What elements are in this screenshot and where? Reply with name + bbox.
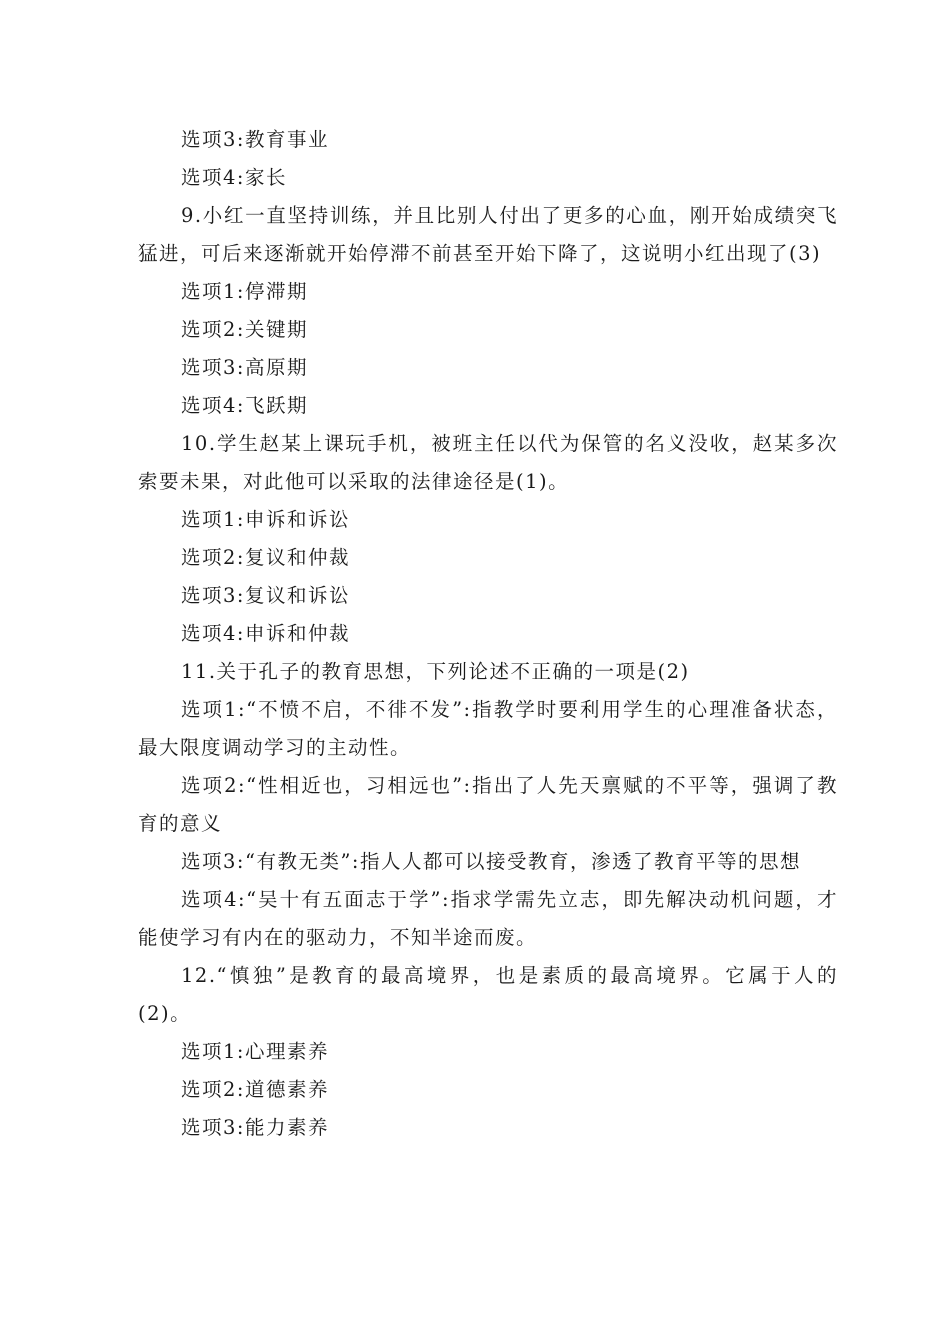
question-11: 11.关于孔子的教育思想，下列论述不正确的一项是(2): [181, 660, 690, 683]
option-line: 选项3:教育事业: [181, 128, 329, 151]
question-10: 10.学生赵某上课玩手机，被班主任以代为保管的名义没收，赵某多次索要未果，对此他可以采取的法律途径是(1)。: [138, 432, 838, 493]
question-9: 9.小红一直坚持训练，并且比别人付出了更多的心血，刚开始成绩突飞猛进，可后来逐渐就开始停滞不前甚至开始下降了，这说明小红出现了(3): [138, 204, 838, 265]
option-paragraph: 选项3:“有教无类”:指人人都可以接受教育，渗透了教育平等的思想: [181, 850, 801, 873]
option-line: 选项1:申诉和诉讼: [181, 508, 350, 531]
option-line: 选项4:飞跃期: [181, 394, 308, 417]
option-line: 选项2:关键期: [181, 318, 308, 341]
option-line: 选项1:心理素养: [181, 1040, 329, 1063]
option-line: 选项3:高原期: [181, 356, 308, 379]
option-paragraph: 选项1:“不愤不启，不徘不发”:指教学时要利用学生的心理准备状态，最大限度调动学习的主动性。: [138, 698, 838, 759]
option-line: 选项4:家长: [181, 166, 287, 189]
option-line: 选项4:申诉和仲裁: [181, 622, 350, 645]
option-line: 选项3:能力素养: [181, 1116, 329, 1139]
option-line: 选项2:复议和仲裁: [181, 546, 350, 569]
question-12: 12.“慎独”是教育的最高境界，也是素质的最高境界。它属于人的(2)。: [138, 964, 838, 1025]
option-line: 选项2:道德素养: [181, 1078, 329, 1101]
document-body: [138, 121, 838, 1147]
option-line: 选项3:复议和诉讼: [181, 584, 350, 607]
option-paragraph: 选项2:“性相近也，习相远也”:指出了人先天禀赋的不平等，强调了教育的意义: [138, 774, 838, 835]
option-paragraph: 选项4:“吴十有五面志于学”:指求学需先立志，即先解决动机问题，才能使学习有内在的驱动力，不知半途而废。: [138, 888, 838, 949]
option-line: 选项1:停滞期: [181, 280, 308, 303]
